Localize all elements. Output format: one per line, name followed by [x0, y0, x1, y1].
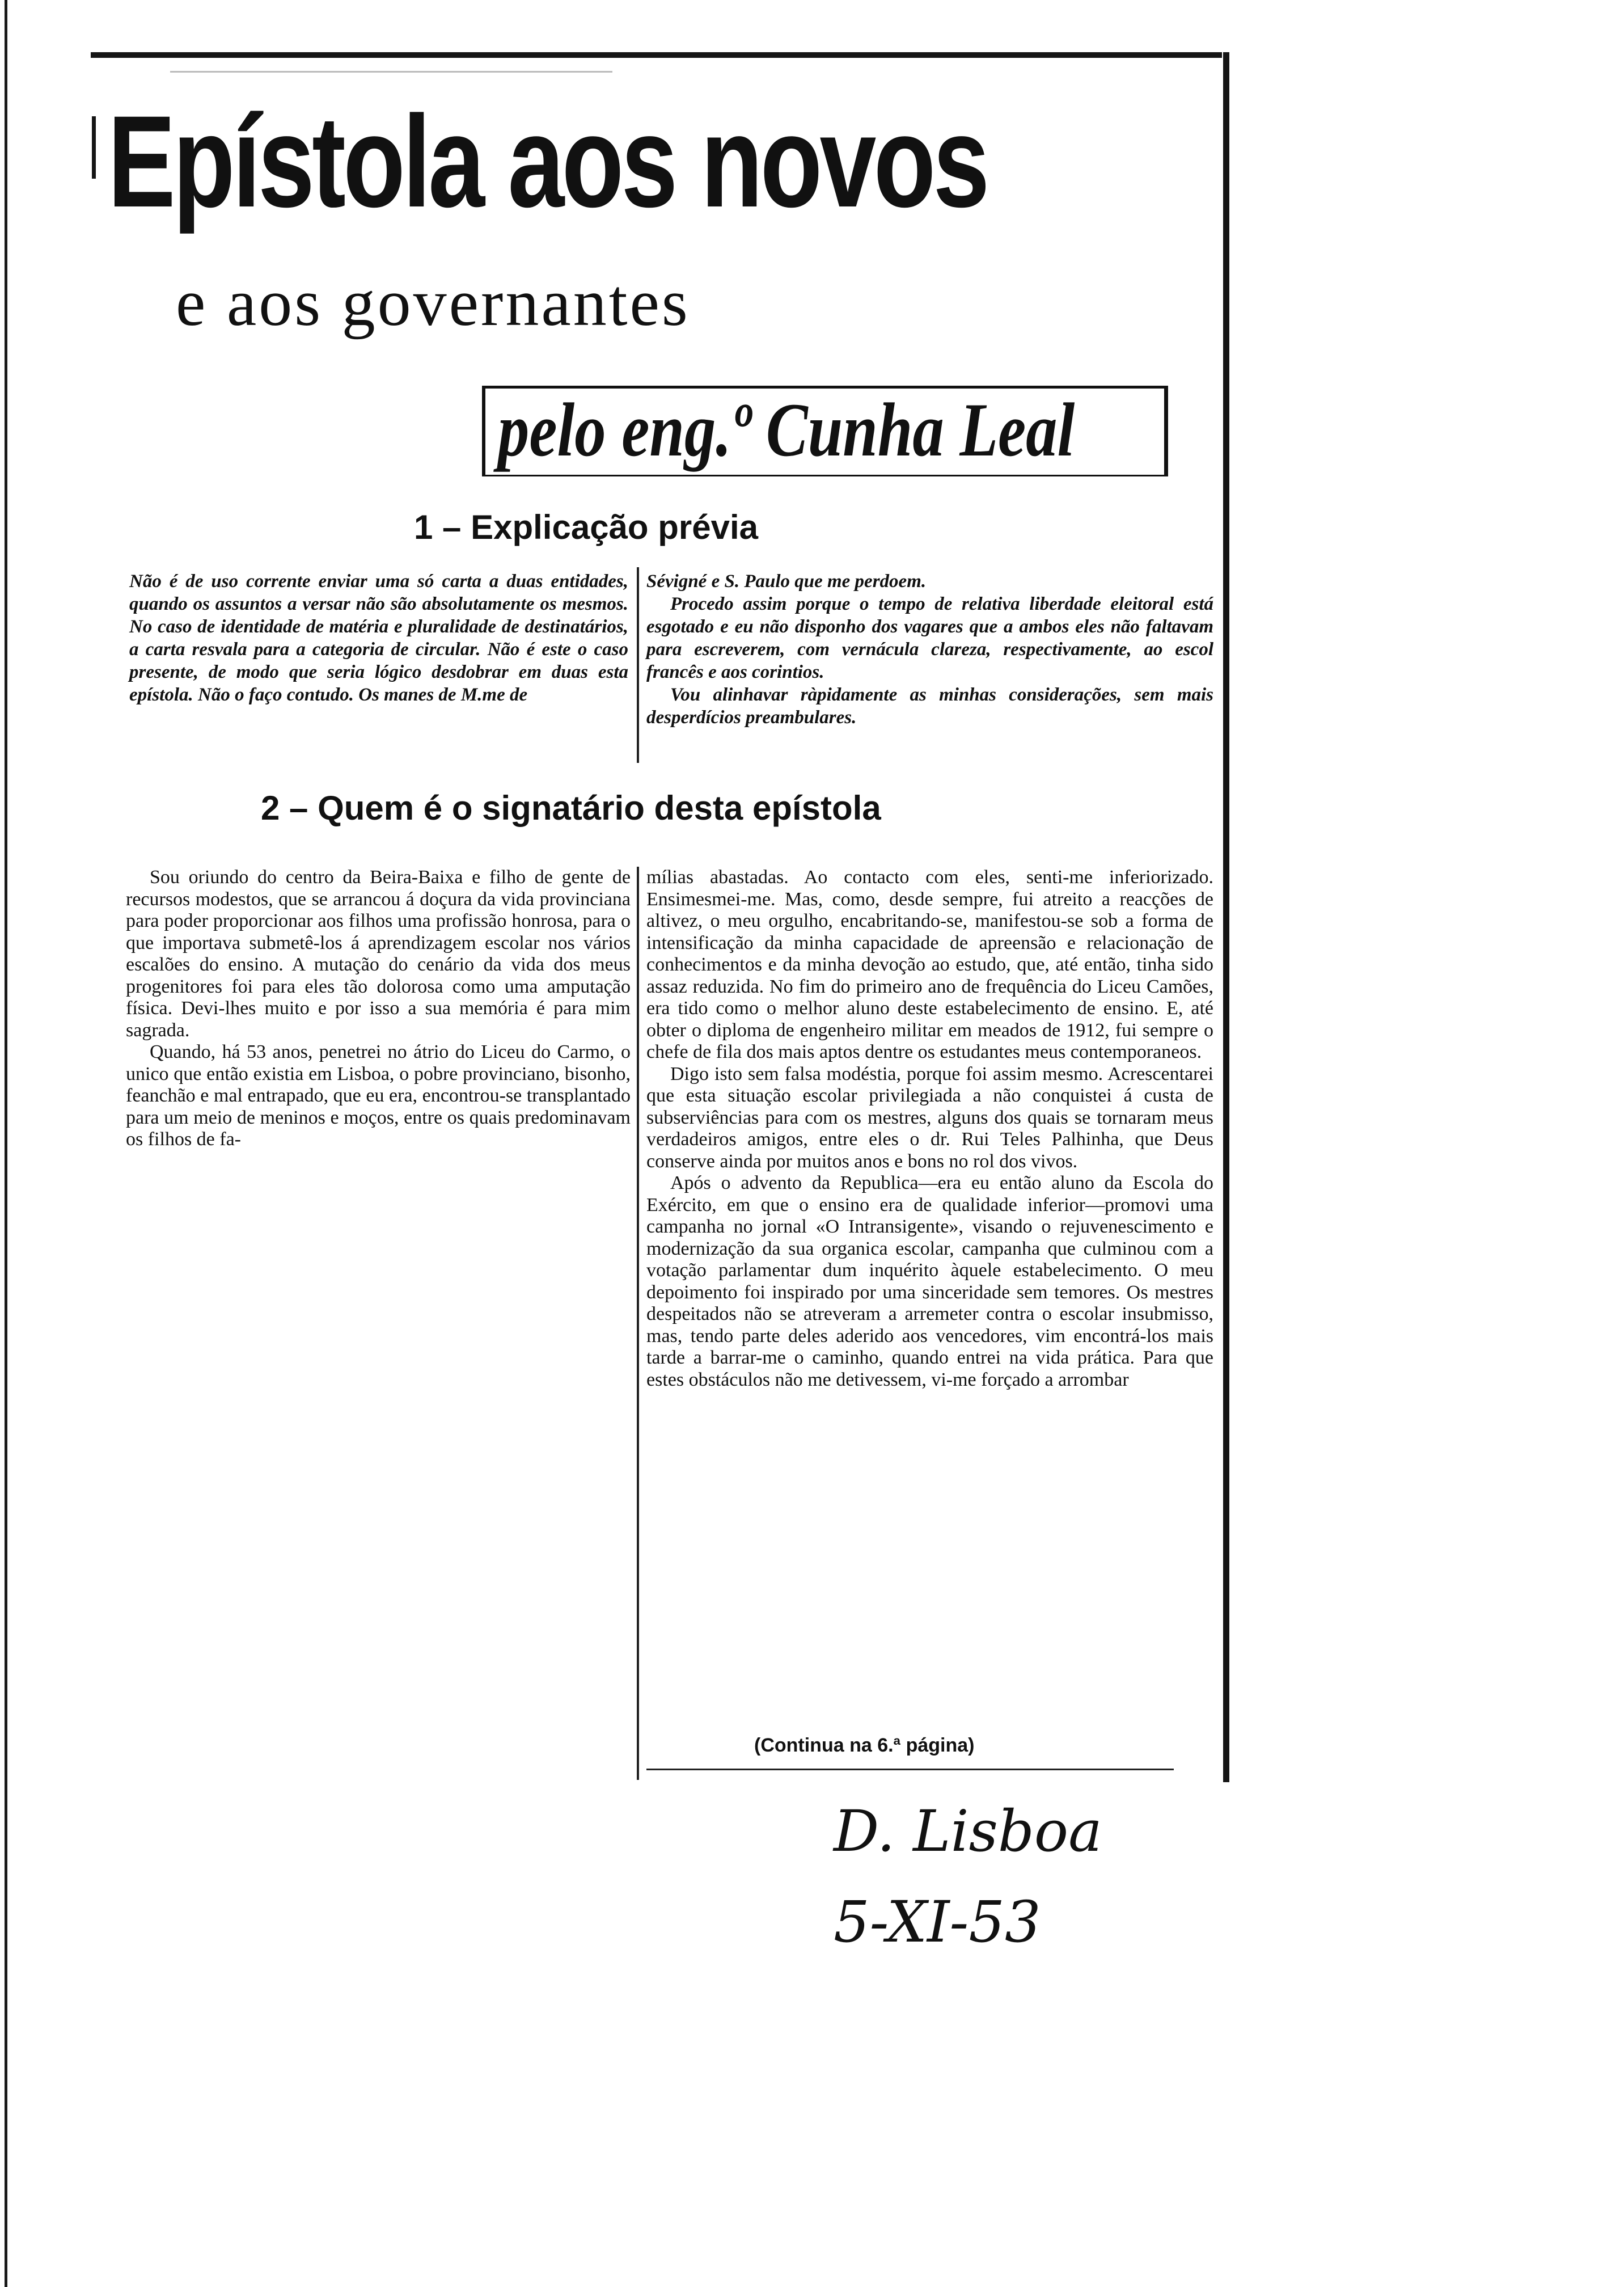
handwritten-source: D. Lisboa: [834, 1798, 1102, 1864]
paragraph: Procedo assim porque o tempo de relativa liberdade eleitoral está esgotado e eu não disponho dos vagares que a ambos eles não faltavam para escreverem, com vernácula clareza, respectivamente, ao escol francês e aos corintios.: [646, 594, 1213, 682]
paragraph: mílias abastadas. Ao contacto com eles, senti-me inferiorizado. Ensimesmei-me. Mas, como, desde sempre, fui atreito a reacções de altivez, o meu orgulho, encabritando-se, manifestou-se sob a forma de intensificação da minha capacidade de apreensão e relacionação de conhecimentos e da minha devoção ao estudo, que, até então, tinha sido assaz reduzida. No fim do primeiro ano de frequência do Liceu Camões, era tido como o melhor aluno deste estabelecimento de ensino. E, até obter o diploma de engenheiro militar em meados de 1912, fui sempre o chefe de fila dos mais aptos dentre os estudantes meus contemporaneos.: [646, 867, 1213, 1062]
section-2-right-column: [646, 867, 1213, 1391]
print-bleed: [170, 71, 612, 73]
top-rule: [91, 52, 1222, 58]
subheadline: e aos governantes: [176, 265, 690, 340]
byline: pelo eng.º Cunha Leal: [498, 388, 1075, 472]
headline-bar: [92, 116, 96, 179]
section-2-left-column: [126, 867, 631, 1151]
column-divider-section-2: [637, 867, 639, 1780]
paragraph: Após o advento da Republica—era eu então aluno da Escola do Exército, em que o ensino era de qualidade inferior—promovi uma campanha no jornal «O Intransigente», visando o rejuvenescimento e modernização da sua organica escolar, campanha que culminou com a votação parlamentar dum inquérito àquele estabelecimento. O meu depoimento foi inspirado por uma sinceridade sem temores. Os mestres despeitados não se atreveram a arremeter contra o escolar insubmisso, mas, tendo parte deles aderido aos vencedores, vim encontrá-los mais tarde a barrar-me o caminho, quando entrei na vida prática. Para que estes obstáculos não me detivessem, vi-me forçado a arrombar: [646, 1172, 1213, 1390]
paragraph: Sou oriundo do centro da Beira-Baixa e filho de gente de recursos modestos, que se arrancou á doçura da vida provinciana para poder proporcionar aos filhos uma profissão honrosa, para o que importava submetê-los á aprendizagem escolar nos vários escalões do ensino. A mutação do cenário da vida dos meus progenitores foi para eles tão dolorosa como uma amputação física. Devi-lhes muito e por isso a sua memória é para mim sagrada.: [126, 867, 631, 1041]
paragraph: Vou alinhavar ràpidamente as minhas considerações, sem mais desperdícios preambulares.: [646, 685, 1213, 728]
scan-edge-left: [5, 0, 7, 2287]
handwritten-date: 5-XI-53: [834, 1889, 1041, 1955]
paragraph: Não é de uso corrente enviar uma só carta a duas entidades, quando os assuntos a versar não são absolutamente os mesmos. No caso de identidade de matéria e pluralidade de destinatários, a carta resvala para a categoria de circular. Não é este o caso presente, de modo que seria lógico desdobrar em duas esta epístola. Não o faço contudo. Os manes de M.me de: [129, 571, 628, 705]
headline: Epístola aos novos: [108, 88, 987, 234]
paragraph: Digo isto sem falsa modéstia, porque foi assim mesmo. Acrescentarei que esta situação escolar privilegiada a não conquistei á custa de subserviências para com os mestres, alguns dos quais se tornaram meus verdadeiros amigos, entre eles o dr. Rui Teles Palhinha, que Deus conserve ainda por muitos anos e bons no rol dos vivos.: [646, 1063, 1213, 1172]
section-1-left-column: [129, 570, 628, 706]
paragraph: Sévigné e S. Paulo que me perdoem.: [646, 571, 927, 592]
continuation-rule: [646, 1769, 1174, 1770]
column-rule-right: [1223, 52, 1229, 1782]
continuation-note: (Continua na 6.ª página): [754, 1735, 975, 1756]
paragraph: Quando, há 53 anos, penetrei no átrio do Liceu do Carmo, o unico que então existia em Lisboa, o pobre provinciano, bisonho, feanchão e mal entrapado, que eu era, encontrou-se transplantado para um meio de meninos e moços, entre os quais predominavam os filhos de fa-: [126, 1041, 631, 1150]
section-1-title: 1 – Explicação prévia: [414, 508, 759, 546]
section-2-title: 2 – Quem é o signatário desta epístola: [261, 789, 881, 827]
section-1-right-column: [646, 570, 1213, 729]
column-divider-section-1: [637, 567, 639, 763]
